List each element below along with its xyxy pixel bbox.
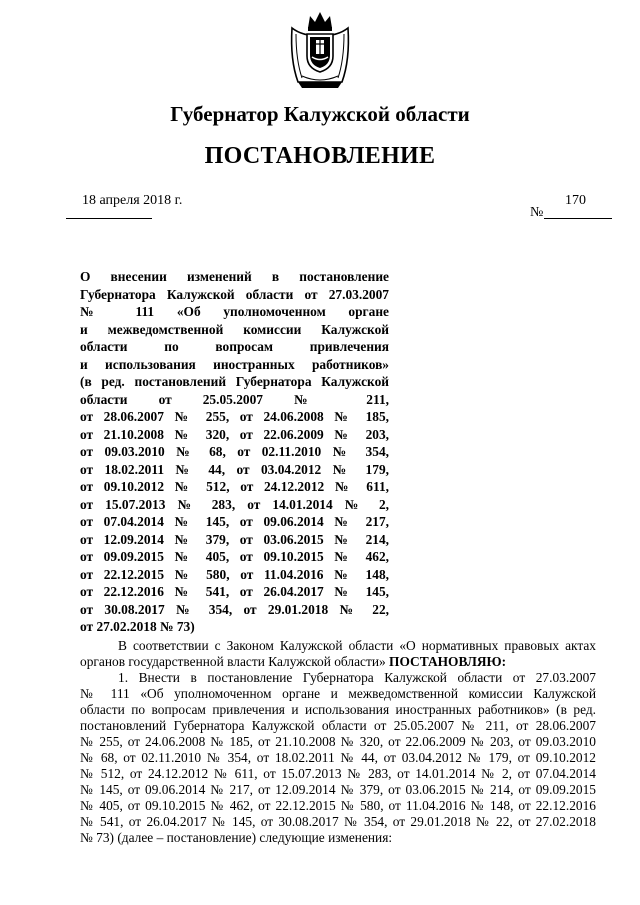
subject-line: № 111 «Об уполномоченном органе (80, 304, 389, 319)
body-line: постановлений Губернатора Калужской области от 25.05.2007 № 211, от 28.06.2007 (80, 718, 596, 733)
body-line: № 405, от 09.10.2015 № 462, от 22.12.2015 № 580, от 11.04.2016 № 148, от 22.12.2016 (80, 798, 596, 813)
subject-line: от 09.09.2015 № 405, от 09.10.2015 № 462, (80, 549, 389, 564)
preamble-line (80, 654, 596, 670)
subject-line: от 30.08.2017 № 354, от 29.01.2018 № 22, (80, 601, 389, 617)
coat-of-arms-emblem (288, 10, 352, 92)
document-subject (80, 268, 389, 636)
body-line: № 255, от 24.06.2008 № 185, от 21.10.2008 № 320, от 22.06.2009 № 203, от 09.03.2010 (80, 734, 596, 749)
preamble-line: В соответствии с Законом Калужской области «О нормативных правовых актах (118, 638, 596, 653)
document-type-title: ПОСТАНОВЛЕНИЕ (204, 143, 436, 169)
subject-line: и межведомственной комиссии Калужской (80, 321, 389, 337)
document-body (80, 638, 596, 846)
subject-line: от 22.12.2016 № 541, от 26.04.2017 № 145, (80, 584, 389, 599)
preamble-text: органов государственной власти Калужской области» (80, 654, 386, 669)
body-line: 1. Внести в постановление Губернатора Калужской области от 27.03.2007 (118, 670, 596, 685)
subject-line: от 27.02.2018 № 73) (80, 619, 195, 634)
body-line: № 541, от 26.04.2017 № 145, от 30.08.2017 № 354, от 29.01.2018 № 22, от 27.02.2018 (80, 814, 596, 829)
subject-line: от 07.04.2014 № 145, от 09.06.2014 № 217, (80, 514, 389, 529)
body-line: области по вопросам привлечения и использования иностранных работников» (в ред. (80, 702, 596, 717)
subject-line: О внесении изменений в постановление (80, 269, 389, 284)
subject-line: от 09.10.2012 № 512, от 24.12.2012 № 611, (80, 479, 389, 494)
subject-line: от 28.06.2007 № 255, от 24.06.2008 № 185, (80, 409, 389, 424)
body-line: № 145, от 09.06.2014 № 217, от 12.09.2014 № 379, от 03.06.2015 № 214, от 09.09.2015 (80, 782, 596, 797)
body-line: № 111 «Об уполномоченном органе и межведомственной комиссии Калужской (80, 686, 596, 701)
body-line: № 68, от 02.11.2010 № 354, от 18.02.2011 № 44, от 03.04.2012 № 179, от 09.10.2012 (80, 750, 596, 765)
date-underline (66, 218, 152, 219)
subject-line: области от 25.05.2007 № 211, (80, 391, 389, 407)
body-line: № 512, от 24.12.2012 № 611, от 15.07.2013 № 283, от 14.01.2014 № 2, от 07.04.2014 (80, 766, 596, 781)
subject-line: от 18.02.2011 № 44, от 03.04.2012 № 179, (80, 461, 389, 477)
subject-line: области по вопросам привлечения (80, 339, 389, 354)
number-sign: № (530, 205, 544, 220)
subject-line: от 09.03.2010 № 68, от 02.11.2010 № 354, (80, 444, 389, 459)
decree-word: ПОСТАНОВЛЯЮ: (389, 654, 507, 669)
subject-line: от 15.07.2013 № 283, от 14.01.2014 № 2, (80, 496, 389, 512)
subject-line: и использования иностранных работников» (80, 356, 389, 372)
issuing-authority-title: Губернатор Калужской области (170, 102, 470, 126)
number-underline (544, 218, 612, 219)
subject-line: от 22.12.2015 № 580, от 11.04.2016 № 148, (80, 566, 389, 582)
document-date: 18 апреля 2018 г. (82, 193, 183, 208)
subject-line: от 12.09.2014 № 379, от 03.06.2015 № 214, (80, 531, 389, 547)
subject-line: от 21.10.2008 № 320, от 22.06.2009 № 203, (80, 426, 389, 442)
subject-line: Губернатора Калужской области от 27.03.2007 (80, 286, 389, 302)
document-number: 170 (565, 193, 586, 208)
subject-line: (в ред. постановлений Губернатора Калужской (80, 374, 389, 389)
body-line: № 73) (далее – постановление) следующие изменения: (80, 830, 393, 845)
